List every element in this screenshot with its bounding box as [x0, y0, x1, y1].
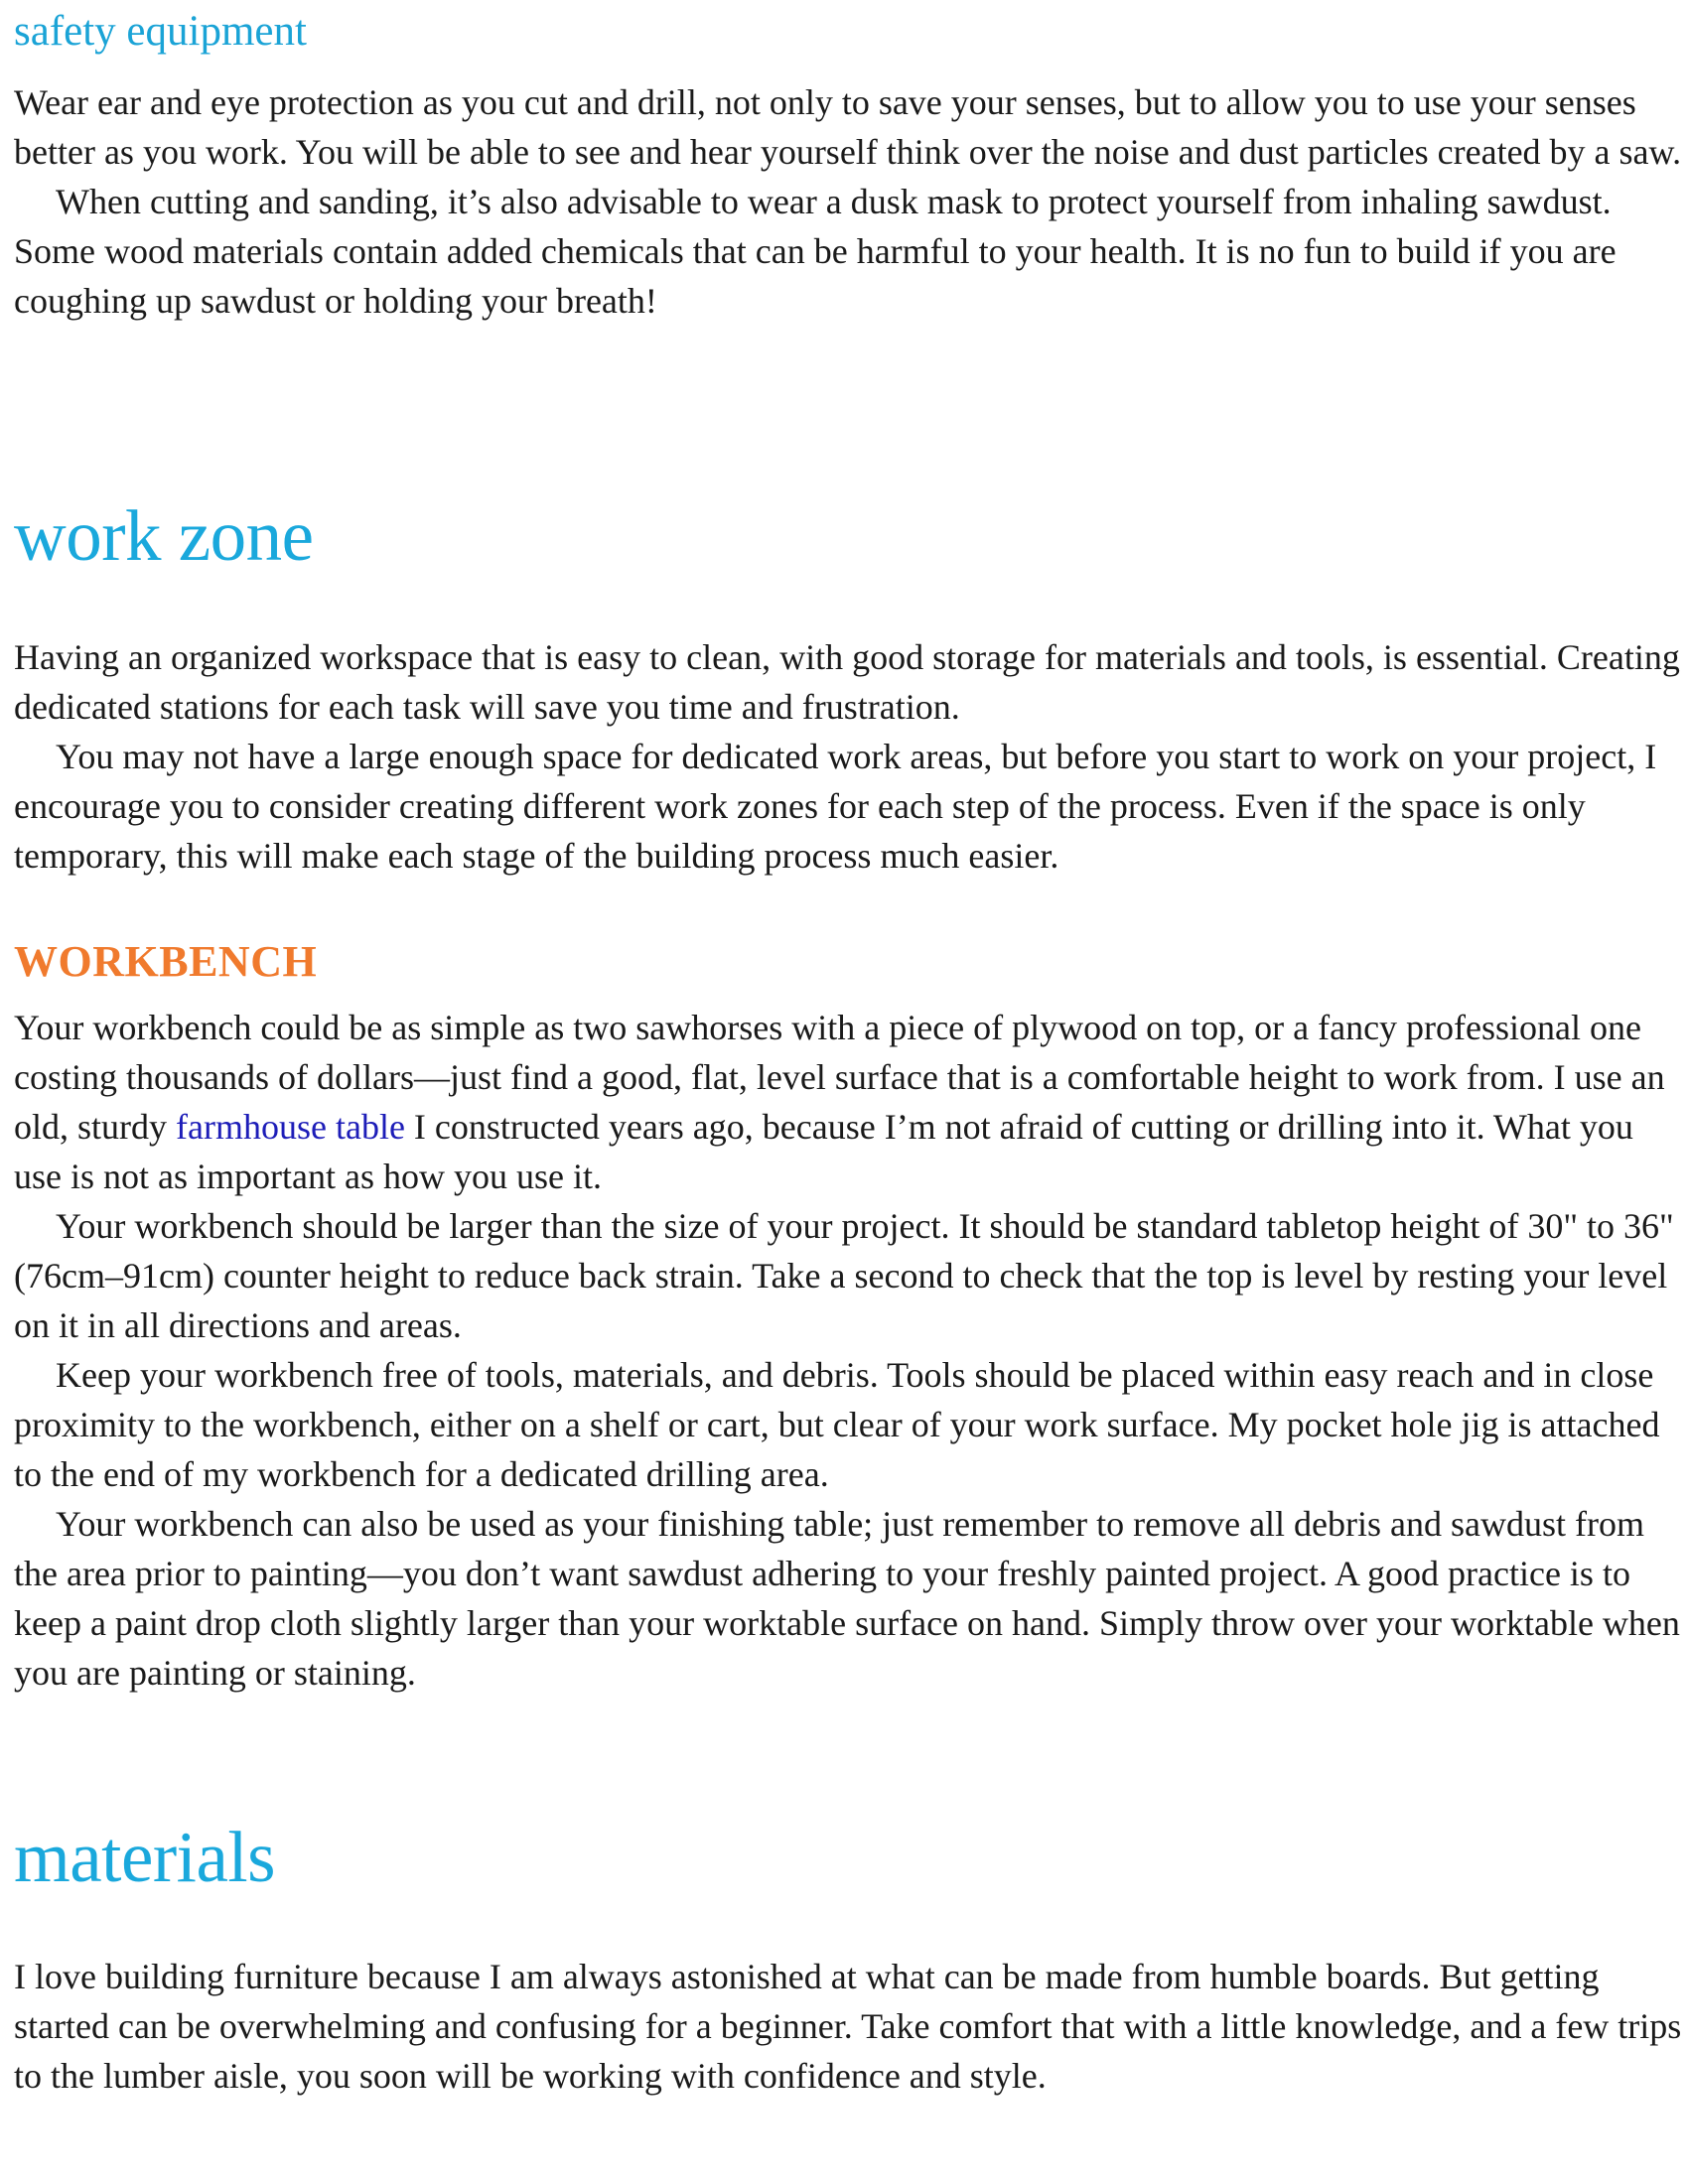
paragraph-text: I constructed years ago, because I’m not afraid of cutting or drilling into it. What you use is not as important as how you use it.	[14, 1107, 1633, 1196]
paragraph: I love building furniture because I am always astonished at what can be made from humble boards. But getting started can be overwhelming and confusing for a beginner. Take comfort that with a little knowledge, and a few trips to the lumber aisle, you soon will be working with confidence and style.	[14, 1957, 1682, 2096]
safety-equipment-section	[14, 77, 1682, 326]
farmhouse-table-link[interactable]: farmhouse table	[176, 1107, 405, 1147]
safety-equipment-heading: safety equipment	[14, 8, 307, 55]
paragraph: Having an organized workspace that is easy to clean, with good storage for materials and tools, is essential. Creating dedicated stations for each task will save you time and frustration.	[14, 637, 1680, 727]
paragraph: Your workbench should be larger than the size of your project. It should be standard tabletop height of 30" to 36" (76cm–91cm) counter height to reduce back strain. Take a second to check that the top is level by resting your level on it in all directions and areas.	[14, 1206, 1674, 1345]
workbench-heading: WORKBENCH	[14, 937, 318, 986]
paragraph	[14, 1003, 1682, 1201]
paragraph: When cutting and sanding, it’s also advisable to wear a dusk mask to protect yourself from inhaling sawdust. Some wood materials contain added chemicals that can be harmful to your health. It is no fun to build if you are coughing up sawdust or holding your breath!	[14, 182, 1617, 321]
materials-title: materials	[14, 1817, 276, 1897]
paragraph: Wear ear and eye protection as you cut and drill, not only to save your senses, but to allow you to use your senses better as you work. You will be able to see and hear yourself think over the noise and dust particles created by a saw.	[14, 82, 1682, 172]
work-zone-section	[14, 632, 1682, 881]
workbench-section	[14, 1003, 1682, 1698]
paragraph: Keep your workbench free of tools, materials, and debris. Tools should be placed within easy reach and in close proximity to the workbench, either on a shelf or cart, but clear of your work surface. My pocket hole jig is attached to the end of my workbench for a dedicated drilling area.	[14, 1355, 1660, 1494]
paragraph: You may not have a large enough space for dedicated work areas, but before you start to work on your project, I encourage you to consider creating different work zones for each step of the process. Even if the space is only temporary, this will make each stage of the building process much easier.	[14, 737, 1657, 876]
paragraph: Your workbench can also be used as your finishing table; just remember to remove all debris and sawdust from the area prior to painting—you don’t want sawdust adhering to your freshly painted project. A good practice is to keep a paint drop cloth slightly larger than your worktable surface on hand. Simply throw over your worktable when you are painting or staining.	[14, 1504, 1680, 1693]
work-zone-title: work zone	[14, 495, 314, 576]
paragraph-text: Your workbench could be as simple as two sawhorses with a piece of plywood on top, or a fancy professional one costing thousands of dollars—just find a good, flat, level surface that is a comfortable height to work from. I use an old, sturdy	[14, 1008, 1665, 1147]
materials-section	[14, 1952, 1682, 2101]
